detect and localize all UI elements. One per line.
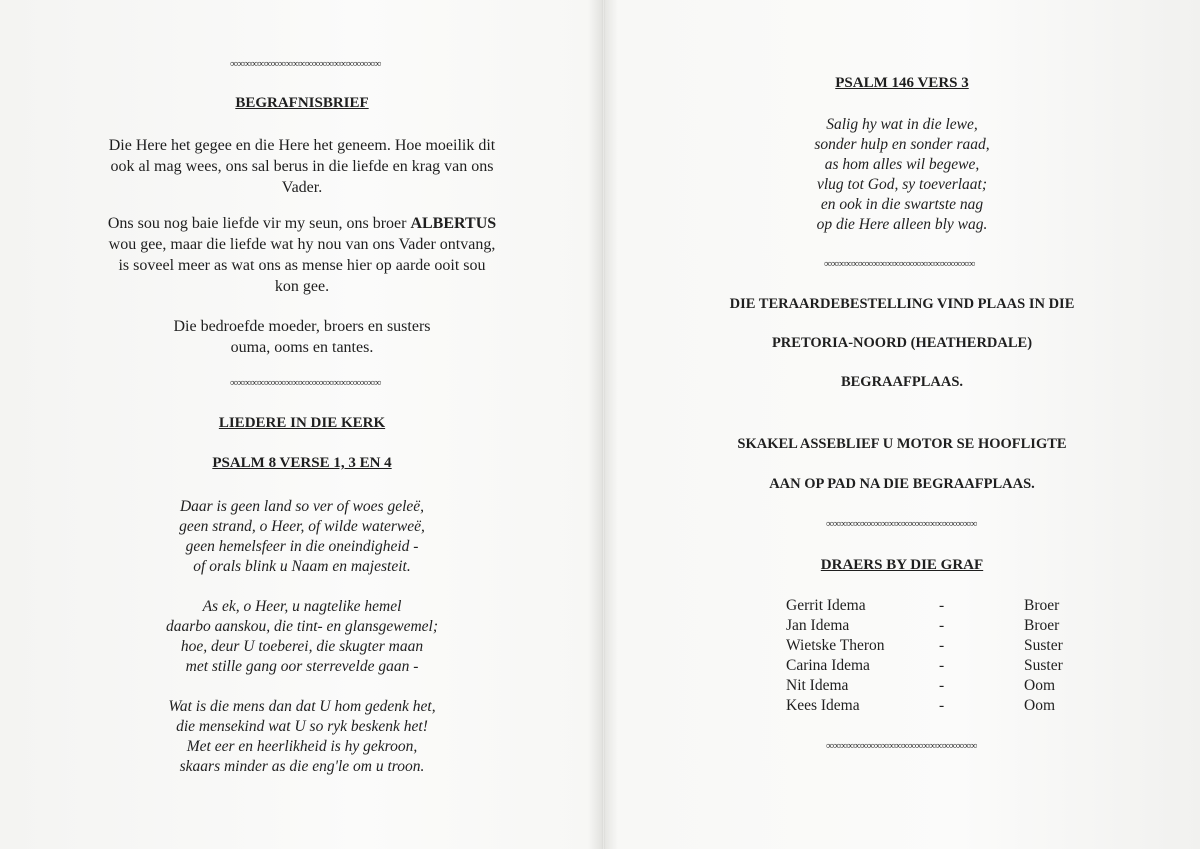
verse-line: Met eer en heerlikheid is hy gekroon,	[186, 738, 418, 755]
verse-line: As ek, o Heer, u nagtelike hemel	[202, 598, 402, 615]
bearer-name: Jan Idema	[786, 617, 850, 634]
bearer-relation: Suster	[1024, 657, 1063, 674]
burial-line: BEGRAAFPLAAS.	[840, 374, 964, 390]
ornament-divider: ∞∞∞∞∞∞∞∞∞∞∞∞∞∞∞∞∞∞∞∞∞∞	[824, 258, 975, 270]
bearer-name: Wietske Theron	[786, 637, 885, 654]
deceased-name: ALBERTUS	[410, 215, 497, 232]
bearer-row	[786, 636, 1084, 656]
verse-line: Wat is die mens dan dat U hom gedenk het,	[168, 698, 436, 715]
verse-line: daarbo aanskou, die tint- en glansgewemel;	[165, 618, 439, 635]
verse-line: skaars minder as die eng'le om u troon.	[179, 758, 425, 775]
verse-line: geen strand, o Heer, of wilde waterweë,	[179, 518, 425, 535]
burial-line: PRETORIA-NOORD (HEATHERDALE)	[771, 335, 1033, 351]
bearers-title: DRAERS BY DIE GRAF	[820, 557, 984, 573]
right-page	[604, 0, 1200, 849]
bearer-separator: -	[939, 617, 945, 634]
love-line-text: Ons sou nog baie liefde vir my seun, ons broer	[107, 215, 407, 232]
ornament-divider: ∞∞∞∞∞∞∞∞∞∞∞∞∞∞∞∞∞∞∞∞∞∞	[230, 58, 381, 70]
bearer-row	[786, 676, 1084, 696]
family-line: Die bedroefde moeder, broers en susters	[173, 318, 431, 335]
brief-paragraph	[0, 135, 604, 198]
bearer-relation: Broer	[1024, 617, 1060, 634]
verse-line: as hom alles wil begewe,	[824, 156, 980, 173]
brief-line: ook al mag wees, ons sal berus in die liefde en krag van ons	[110, 158, 494, 175]
psalm-8-verse-2	[0, 597, 604, 677]
brief-line: Die Here het gegee en die Here het geneem. Hoe moeilik dit	[108, 137, 496, 154]
headlights-line: SKAKEL ASSEBLIEF U MOTOR SE HOOFLIGTE	[737, 436, 1067, 452]
ornament-divider: ∞∞∞∞∞∞∞∞∞∞∞∞∞∞∞∞∞∞∞∞∞∞	[230, 377, 381, 389]
brief-line: Vader.	[281, 179, 323, 196]
verse-line: met stille gang oor sterrevelde gaan -	[185, 658, 419, 675]
ornament-divider: ∞∞∞∞∞∞∞∞∞∞∞∞∞∞∞∞∞∞∞∞∞∞	[826, 740, 977, 752]
verse-line: vlug tot God, sy toeverlaat;	[816, 176, 988, 193]
verse-line: sonder hulp en sonder raad,	[814, 136, 990, 153]
bearer-name: Kees Idema	[786, 697, 860, 714]
verse-line: die mensekind wat U so ryk beskenk het!	[176, 718, 428, 735]
bearer-relation: Suster	[1024, 637, 1063, 654]
brief-title: BEGRAFNISBRIEF	[235, 95, 369, 111]
verse-line: Daar is geen land so ver of woes geleë,	[179, 498, 425, 515]
verse-line: op die Here alleen bly wag.	[816, 216, 988, 233]
bearer-separator: -	[939, 697, 945, 714]
love-paragraph	[0, 213, 604, 297]
bearer-separator: -	[939, 597, 945, 614]
bearer-row	[786, 696, 1084, 716]
verse-line: Salig hy wat in die lewe,	[826, 116, 978, 133]
love-line: is soveel meer as wat ons as mense hier op aarde ooit sou	[118, 257, 486, 274]
verse-line: of orals blink u Naam en majesteit.	[193, 558, 411, 575]
bearer-name: Nit Idema	[786, 677, 849, 694]
songs-title: LIEDERE IN DIE KERK	[218, 415, 386, 431]
verse-line: hoe, deur U toeberei, die skugter maan	[180, 638, 424, 655]
bearers-table	[786, 596, 1084, 716]
verse-line: en ook in die swartste nag	[820, 196, 984, 213]
family-line: ouma, ooms en tantes.	[230, 339, 374, 356]
psalm-8-verse-3	[0, 697, 604, 777]
bearer-separator: -	[939, 637, 945, 654]
psalm-146-verse	[604, 115, 1200, 235]
bearer-name: Gerrit Idema	[786, 597, 866, 614]
bearer-separator: -	[939, 677, 945, 694]
verse-line: geen hemelsfeer in die oneindigheid -	[185, 538, 419, 555]
bearer-relation: Broer	[1024, 597, 1060, 614]
love-line: wou gee, maar die liefde wat hy nou van ons Vader ontvang,	[108, 236, 496, 253]
bearer-name: Carina Idema	[786, 657, 870, 674]
headlights-line: AAN OP PAD NA DIE BEGRAAFPLAAS.	[769, 476, 1035, 492]
bearer-relation: Oom	[1024, 697, 1055, 714]
burial-line: DIE TERAARDEBESTELLING VIND PLAAS IN DIE	[729, 296, 1075, 312]
bearer-row	[786, 616, 1084, 636]
psalm-8-title: PSALM 8 VERSE 1, 3 EN 4	[212, 455, 392, 471]
ornament-divider: ∞∞∞∞∞∞∞∞∞∞∞∞∞∞∞∞∞∞∞∞∞∞	[826, 518, 977, 530]
bearer-row	[786, 596, 1084, 616]
psalm-8-verse-1	[0, 497, 604, 577]
bearer-row	[786, 656, 1084, 676]
psalm-146-title: PSALM 146 VERS 3	[835, 75, 969, 91]
love-line	[0, 213, 604, 234]
family-signature	[0, 316, 604, 358]
love-line: kon gee.	[274, 278, 330, 295]
bearer-relation: Oom	[1024, 677, 1055, 694]
bearer-separator: -	[939, 657, 945, 674]
